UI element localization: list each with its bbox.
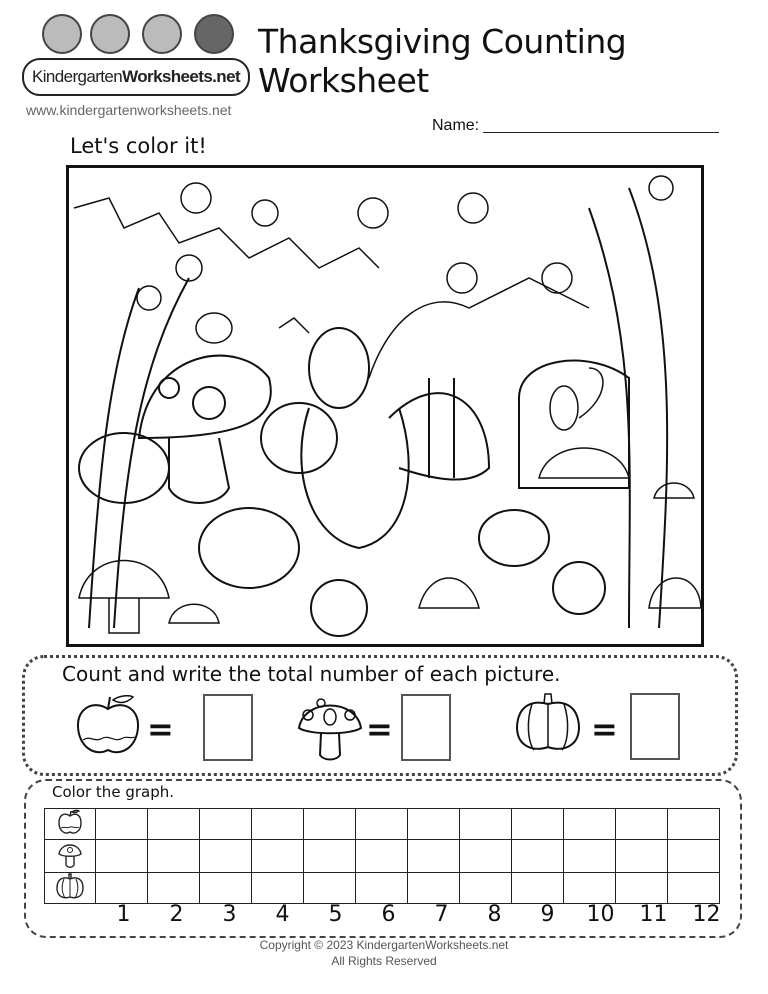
site-url: www.kindergartenworksheets.net <box>26 102 232 118</box>
graph-cell[interactable] <box>616 873 668 904</box>
graph-cell[interactable] <box>668 873 720 904</box>
graph-cell[interactable] <box>512 873 564 904</box>
kid-avatar-icon <box>142 14 182 54</box>
pumpkin-count-box[interactable] <box>630 693 680 760</box>
graph-cell[interactable] <box>408 809 460 840</box>
graph-cell[interactable] <box>564 840 616 873</box>
name-field[interactable] <box>483 132 719 133</box>
graph-cell[interactable] <box>356 840 408 873</box>
graph-cell[interactable] <box>408 873 460 904</box>
apple-icon <box>137 176 673 310</box>
graph-cell[interactable] <box>148 809 200 840</box>
equals-sign: = <box>366 710 393 748</box>
graph-cell[interactable] <box>356 809 408 840</box>
pumpkin-icon <box>45 873 96 904</box>
page-title: Thanksgiving Counting Worksheet <box>258 22 627 100</box>
kid-avatar-icon <box>42 14 82 54</box>
logo-text <box>22 58 250 96</box>
coloring-instruction: Let's color it! <box>70 134 207 158</box>
graph-cell[interactable] <box>96 840 148 873</box>
graph-cell[interactable] <box>460 873 512 904</box>
graph-cell[interactable] <box>512 809 564 840</box>
column-number: 7 <box>434 902 449 927</box>
rights-text: All Rights Reserved <box>331 954 437 968</box>
column-number: 2 <box>169 902 184 927</box>
graph-cell[interactable] <box>616 809 668 840</box>
graph-cell[interactable] <box>668 840 720 873</box>
column-number: 1 <box>116 902 131 927</box>
bird-icon <box>196 313 309 343</box>
column-number: 6 <box>381 902 396 927</box>
mushroom-icon <box>296 693 364 761</box>
name-label: Name: <box>432 117 480 134</box>
column-number: 9 <box>540 902 555 927</box>
counting-instruction: Count and write the total number of each picture. <box>62 662 561 686</box>
graph-cell[interactable] <box>148 873 200 904</box>
mushroom-icon <box>139 356 271 503</box>
graph-cell[interactable] <box>252 809 304 840</box>
graph-cell[interactable] <box>96 873 148 904</box>
graph-cell[interactable] <box>616 840 668 873</box>
graph-cell[interactable] <box>304 809 356 840</box>
graph-cell[interactable] <box>512 840 564 873</box>
copyright-text: Copyright © 2023 KindergartenWorksheets.net <box>259 938 509 952</box>
graph-row-apple <box>45 809 720 840</box>
coloring-picture[interactable] <box>66 165 704 647</box>
mushroom-count-box[interactable] <box>401 694 451 761</box>
apple-icon <box>75 695 141 757</box>
graph-cell[interactable] <box>460 840 512 873</box>
graph-cell[interactable] <box>252 840 304 873</box>
graph-cell[interactable] <box>200 840 252 873</box>
column-number: 11 <box>639 902 668 927</box>
column-number: 5 <box>328 902 343 927</box>
graph-cell[interactable] <box>200 873 252 904</box>
graph-cell[interactable] <box>304 840 356 873</box>
equals-sign: = <box>147 710 174 748</box>
graph-cell[interactable] <box>564 873 616 904</box>
kid-avatar-icon <box>90 14 130 54</box>
graph-cell[interactable] <box>356 873 408 904</box>
graph-cell[interactable] <box>200 809 252 840</box>
graph-cell[interactable] <box>304 873 356 904</box>
copyright-footer <box>0 937 768 969</box>
site-logo <box>18 14 250 94</box>
column-number: 10 <box>586 902 615 927</box>
graph-instruction: Color the graph. <box>52 783 174 801</box>
graph-column-numbers <box>97 902 733 927</box>
logo-text-part1: Kindergarten <box>31 67 123 86</box>
column-number: 12 <box>692 902 721 927</box>
pumpkin-icon <box>514 692 582 754</box>
column-number: 8 <box>487 902 502 927</box>
graph-cell[interactable] <box>408 840 460 873</box>
equals-sign: = <box>591 710 618 748</box>
graph-cell[interactable] <box>668 809 720 840</box>
graph-row-mushroom <box>45 840 720 873</box>
kid-avatar-icon <box>194 14 234 54</box>
graph-cell[interactable] <box>96 809 148 840</box>
apple-icon <box>45 809 96 840</box>
graph-row-pumpkin <box>45 873 720 904</box>
graph-cell[interactable] <box>252 873 304 904</box>
graph-cell[interactable] <box>460 809 512 840</box>
column-number: 3 <box>222 902 237 927</box>
mushroom-icon <box>79 448 701 633</box>
graph-cell[interactable] <box>148 840 200 873</box>
column-number: 4 <box>275 902 290 927</box>
apple-count-box[interactable] <box>203 694 253 761</box>
bar-graph-grid <box>44 808 720 904</box>
squirrel-icon <box>550 368 603 430</box>
apple-icon <box>311 562 605 636</box>
mushroom-icon <box>45 840 96 873</box>
graph-cell[interactable] <box>564 809 616 840</box>
logo-text-part2: Worksheets.net <box>122 67 241 86</box>
